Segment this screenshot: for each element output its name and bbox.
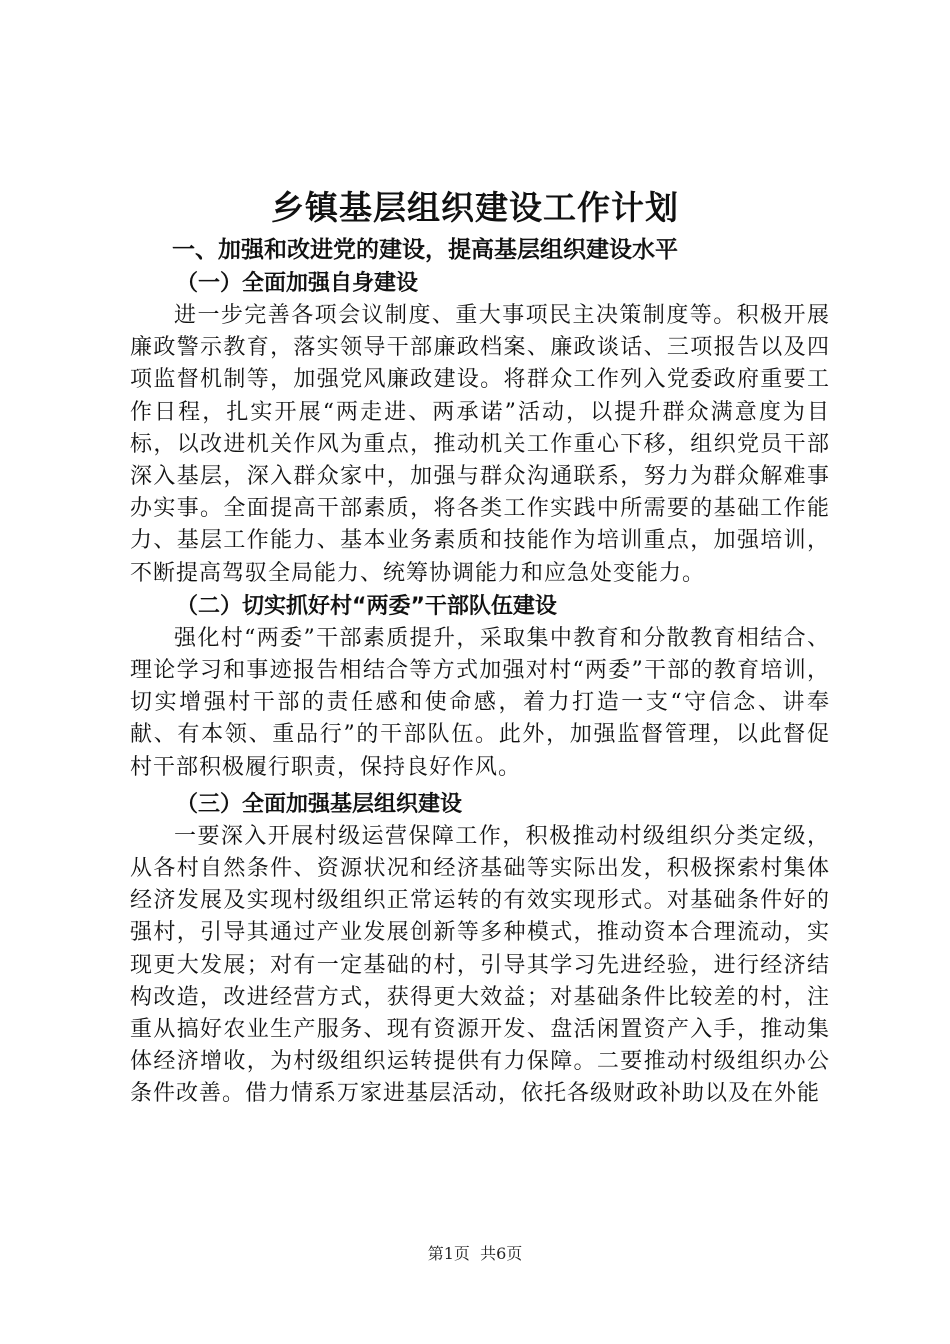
paragraph-2: 强化村“两委”干部素质提升，采取集中教育和分散教育相结合、理论学习和事迹报告相结合等方式加强对村“两委”干部的教育培训，切实增强村干部的责任感和使命感，着力打造一支“守信念、讲奉献、有本领、重品行”的干部队伍。此外，加强监督管理，以此督促村干部积极履行职责，保持良好作风。 bbox=[130, 625, 830, 780]
document-title: 乡镇基层组织建设工作计划 bbox=[271, 188, 679, 227]
paragraph-3: 一要深入开展村级运营保障工作，积极推动村级组织分类定级，从各村自然条件、资源状况和经济基础等实际出发，积极探索村集体经济发展及实现村级组织正常运转的有效实现形式。对基础条件好的强村，引导其通过产业发展创新等多种模式，推动资本合理流动，实现更大发展；对有一定基础的村，引导其学习先进经验，进行经济结构改造，改进经营方式，获得更大效益；对基础条件比较差的村，注重从搞好农业生产服务、现有资源开发、盘活闲置资产入手，推动集体经济增收，为村级组织运转提供有力保障。二要推动村级组织办公条件改善。借力情系万家进基层活动，依托各级财政补助以及在外能 bbox=[130, 823, 830, 1107]
page-number-footer: 第1页 共6页 bbox=[427, 1244, 523, 1263]
subsection-heading-1: （一）全面加强自身建设 bbox=[176, 271, 419, 296]
paragraph-1: 进一步完善各项会议制度、重大事项民主决策制度等。积极开展廉政警示教育，落实领导干部廉政档案、廉政谈话、三项报告以及四项监督机制等，加强党风廉政建设。将群众工作列入党委政府重要工作日程，扎实开展“两走进、两承诺”活动，以提升群众满意度为目标，以改进机关作风为重点，推动机关工作重心下移，组织党员干部深入基层，深入群众家中，加强与群众沟通联系，努力为群众解难事办实事。全面提高干部素质，将各类工作实践中所需要的基础工作能力、基层工作能力、基本业务素质和技能作为培训重点，加强培训，不断提高驾驭全局能力、统筹协调能力和应急处变能力。 bbox=[130, 303, 830, 586]
subsection-heading-2: （二）切实抓好村“两委”干部队伍建设 bbox=[176, 593, 557, 619]
subsection-heading-3: （三）全面加强基层组织建设 bbox=[176, 791, 463, 817]
section-heading-1: 一、加强和改进党的建设，提高基层组织建设水平 bbox=[172, 237, 678, 263]
document-body bbox=[130, 234, 830, 1111]
